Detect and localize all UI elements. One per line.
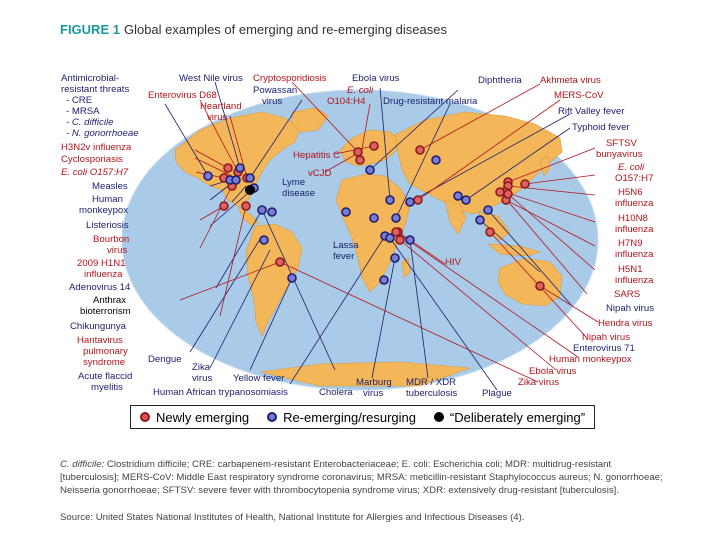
legend-newly <box>140 410 249 425</box>
label-sftsv-1: SFTSV <box>606 138 637 149</box>
marker-newly <box>370 142 378 150</box>
legend-reemerging-label: Re-emerging/resurging <box>283 409 417 425</box>
marker-reemerging <box>204 172 212 180</box>
label-ebola-top: Ebola virus <box>352 73 400 84</box>
label-lyme-2: disease <box>282 188 316 199</box>
label-measles: Measles <box>92 181 128 192</box>
marker-reemerging <box>406 236 414 244</box>
figure-number: FIGURE 1 <box>60 22 120 37</box>
label-marburg-1: Marburg <box>356 377 392 388</box>
label-sars: SARS <box>614 289 641 300</box>
label-drmalaria: Drug-resistant malaria <box>383 96 478 107</box>
marker-reemerging <box>462 196 470 204</box>
label-ecoli-o157-r2: O157:H7 <box>615 173 654 184</box>
label-amr-cre: - CRE <box>66 95 93 106</box>
marker-reemerging <box>236 164 244 172</box>
marker-reemerging <box>366 166 374 174</box>
figure-title-text: Global examples of emerging and re-emerging diseases <box>123 22 447 37</box>
label-amr-ngon: - N. gonorrhoeae <box>66 128 139 139</box>
label-lyme-1: Lyme <box>282 177 306 188</box>
label-nipah-blue: Nipah virus <box>606 303 654 314</box>
label-mdr-1: MDR / XDR <box>406 377 457 388</box>
caption-abbr: C. difficile: <box>60 459 105 470</box>
marker-reemerging <box>476 216 484 224</box>
label-amr: Antimicrobial- <box>61 73 120 84</box>
label-hmpox-r: Human monkeypox <box>549 354 632 365</box>
figure-caption <box>60 458 670 497</box>
label-vcjd: vCJD <box>308 168 332 179</box>
label-powassan-1: Powassan <box>253 85 298 96</box>
marker-reemerging <box>268 208 276 216</box>
caption-text: Clostridium difficile; CRE: carbapenem-resistant Enterobacteriaceae; E. coli: Escherichia coli; MDR: multidrug-resistant [tuberculosis]; MERS-CoV: Middle East respiratory syndrome coronavirus; MRSA: meticillin-resistant Staphylococcus aureus; N. gonorrhoeae; Neisseria gonorrhoeae; SFTSV: severe fever with thrombocytopenia syndrome virus; XDR: extensively drug-resistant [tuberculosis]. <box>60 459 663 496</box>
label-h10n8-1: H10N8 <box>618 213 648 224</box>
label-lassa-2: fever <box>333 251 355 262</box>
label-h10n8-2: influenza <box>615 224 654 235</box>
marker-newly <box>536 282 544 290</box>
label-plague: Plague <box>482 388 512 399</box>
marker-reemerging <box>288 274 296 282</box>
label-hat: Human African trypanosomiasis <box>153 387 288 398</box>
label-zika-1: Zika <box>192 362 211 373</box>
label-anthrax-1: Anthrax <box>93 295 127 306</box>
label-sftsv-2: bunyavirus <box>596 149 643 160</box>
label-enterod68: Enterovirus D68 <box>148 90 217 101</box>
label-cholera: Cholera <box>319 387 353 398</box>
label-h5n1-2: influenza <box>615 275 654 286</box>
marker-reemerging <box>246 174 254 182</box>
label-heartland-2: virus <box>207 112 228 123</box>
label-chikungunya: Chikungunya <box>70 321 127 332</box>
label-hendra: Hendra virus <box>598 318 653 329</box>
marker-newly <box>396 236 404 244</box>
label-hanta-3: syndrome <box>83 357 126 368</box>
label-h1n1-1: 2009 H1N1 <box>77 258 126 269</box>
label-hiv: HIV <box>445 257 461 268</box>
label-mdr-2: tuberculosis <box>406 388 458 399</box>
marker-reemerging <box>432 156 440 164</box>
legend-newly-label: Newly emerging <box>155 409 250 425</box>
marker-newly <box>220 202 228 210</box>
label-heartland-1: Heartland <box>200 101 242 112</box>
label-nipah-red: Nipah virus <box>582 332 630 343</box>
label-dengue: Dengue <box>148 354 182 365</box>
label-lassa-1: Lassa <box>333 240 359 251</box>
marker-reemerging <box>392 214 400 222</box>
label-ecoli-o104-2: O104:H4 <box>327 96 366 107</box>
label-h5n6-2: influenza <box>615 198 654 209</box>
label-ecoli-o157-r1: E. coli <box>618 162 645 173</box>
label-cyclospora: Cyclosporiasis <box>61 154 123 165</box>
legend <box>130 405 595 429</box>
label-hmpox-2: monkeypox <box>79 205 129 216</box>
label-anthrax-2: bioterrorism <box>80 306 131 317</box>
label-h1n1-2: influenza <box>84 269 123 280</box>
label-h7n9-2: influenza <box>615 249 654 260</box>
label-hanta-1: Hantavirus <box>77 335 123 346</box>
marker-newly <box>356 156 364 164</box>
marker-reemerging <box>386 234 394 242</box>
label-hmpox-1: Human <box>92 194 123 205</box>
legend-deliberate <box>434 410 585 425</box>
label-zika-2: virus <box>192 373 213 384</box>
label-riftvalley: Rift Valley fever <box>558 106 625 117</box>
legend-deliberate-dot <box>434 412 444 422</box>
marker-newly <box>496 188 504 196</box>
label-bourbon-2: virus <box>107 245 128 256</box>
label-h7n9-1: H7N9 <box>618 238 643 249</box>
marker-deliberate <box>245 185 255 195</box>
label-h5n1-1: H5N1 <box>618 264 643 275</box>
legend-deliberate-label: “Deliberately emerging” <box>449 409 586 425</box>
marker-newly <box>521 180 529 188</box>
marker-reemerging <box>260 236 268 244</box>
label-zika-r: Zika virus <box>518 377 560 388</box>
marker-reemerging <box>370 214 378 222</box>
label-h3n2v: H3N2v influenza <box>61 142 132 153</box>
legend-newly-dot <box>140 412 150 422</box>
marker-reemerging <box>342 208 350 216</box>
label-amr-cdiff: - C. difficile <box>66 117 114 128</box>
marker-newly <box>414 196 422 204</box>
marker-reemerging <box>406 198 414 206</box>
label-hepc: Hepatitis C <box>293 150 340 161</box>
marker-newly <box>416 146 424 154</box>
label-ebola-bottom: Ebola virus <box>529 366 577 377</box>
label-akhmeta: Akhmeta virus <box>540 75 601 86</box>
marker-reemerging <box>232 176 240 184</box>
label-merscov: MERS-CoV <box>554 90 604 101</box>
label-ecoli-o104-1: E. coli <box>347 85 374 96</box>
label-amr-mrsa: - MRSA <box>66 106 100 117</box>
marker-newly <box>486 228 494 236</box>
label-afm-2: myelitis <box>91 382 123 393</box>
label-afm-1: Acute flaccid <box>78 371 133 382</box>
legend-reemerging <box>267 410 416 425</box>
label-yellowfever: Yellow fever <box>233 373 285 384</box>
label-h5n6-1: H5N6 <box>618 187 643 198</box>
label-crypto: Cryptosporidiosis <box>253 73 327 84</box>
legend-reemerging-dot <box>267 412 277 422</box>
label-entero71: Enterovirus 71 <box>573 343 635 354</box>
label-amr-2: resistant threats <box>61 84 130 95</box>
marker-newly <box>242 202 250 210</box>
label-adeno14: Adenovirus 14 <box>69 282 131 293</box>
marker-reemerging <box>391 254 399 262</box>
marker-reemerging <box>258 206 266 214</box>
marker-reemerging <box>454 192 462 200</box>
source-note: Source: United States National Institutes of Health, National Institute for Allergies and Infectious Diseases (4). <box>60 512 525 523</box>
marker-newly <box>276 258 284 266</box>
label-diphtheria: Diphtheria <box>478 75 522 86</box>
label-ecoli-o157-left: E. coli O157:H7 <box>61 167 129 178</box>
marker-reemerging <box>386 196 394 204</box>
label-hanta-2: pulmonary <box>83 346 128 357</box>
marker-newly <box>224 164 232 172</box>
label-listeriosis: Listeriosis <box>86 220 129 231</box>
label-westnile: West Nile virus <box>179 73 243 84</box>
marker-reemerging <box>380 276 388 284</box>
marker-newly <box>354 148 362 156</box>
label-powassan-2: virus <box>262 96 283 107</box>
marker-newly <box>504 190 512 198</box>
marker-deliberate-dot <box>245 185 255 195</box>
label-marburg-2: virus <box>363 388 384 399</box>
marker-reemerging <box>484 206 492 214</box>
label-typhoid: Typhoid fever <box>572 122 630 133</box>
label-bourbon-1: Bourbon <box>93 234 130 245</box>
